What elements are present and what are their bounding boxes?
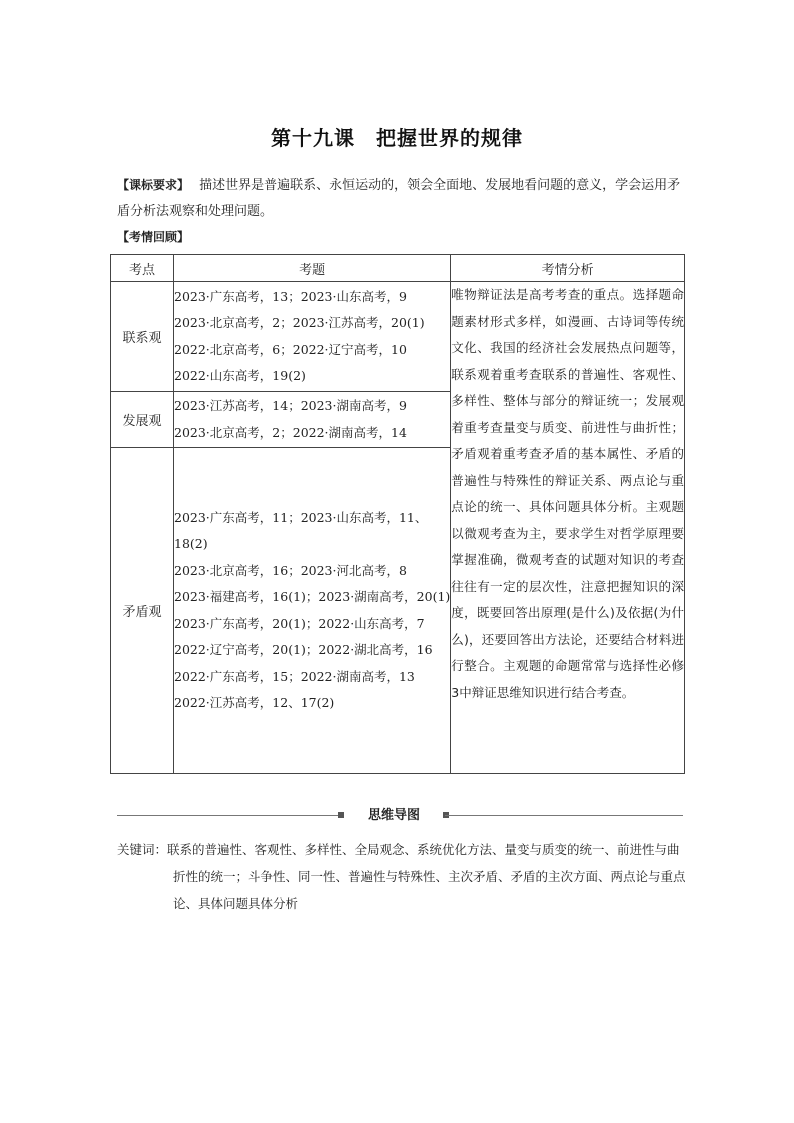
keywords-paragraph — [117, 836, 687, 917]
keywords-label: 关键词： — [117, 842, 168, 857]
exam-review-label: 【考情回顾】 — [117, 230, 190, 244]
header-questions: 考题 — [174, 255, 451, 282]
question-line: 2023·北京高考，2；2023·江苏高考，20(1) — [174, 315, 425, 330]
questions-cell — [174, 392, 451, 448]
requirement-tag: 【课标要求】 — [117, 178, 190, 192]
question-line: 2023·广东高考，13；2023·山东高考，9 — [174, 288, 407, 304]
question-line: 2023·北京高考，2；2022·湖南高考，14 — [174, 424, 407, 440]
question-line: 2022·山东高考，19(2) — [174, 368, 306, 383]
point-cell: 发展观 — [111, 392, 174, 448]
divider-right — [445, 815, 683, 816]
question-line: 2022·广东高考，15；2022·湖南高考，13 — [174, 668, 415, 684]
table-header-row — [111, 255, 685, 282]
curriculum-requirement — [117, 172, 683, 225]
requirement-text: 描述世界是普遍联系、永恒运动的，领会全面地、发展地看问题的意义，学会运用矛盾分析法观察和处理问题。 — [117, 178, 681, 219]
question-line: 2023·广东高考，11；2023·山东高考，11、 — [174, 509, 428, 525]
question-line: 2023·北京高考，16；2023·河北高考，8 — [174, 562, 407, 578]
table-row — [111, 282, 685, 392]
analysis-cell: 唯物辩证法是高考考查的重点。选择题命题素材形式多样，如漫画、古诗词等传统文化、我国的经济社会发展热点问题等，联系观着重考查联系的普遍性、客观性、多样性、整体与部分的辩证统一；发展观着重考查量变与质变、前进性与曲折性；矛盾观着重考查矛盾的基本属性、矛盾的普遍性与特殊性的辩证关系、两点论与重点论的统一、具体问题具体分析。主观题以微观考查为主，要求学生对哲学原理要掌握准确，微观考查的试题对知识的考查往往有一定的层次性，注意把握知识的深度，既要回答出原理(是什么)及依据(为什么)，还要回答出方法论，还要结合材料进行整合。主观题的命题常常与选择性必修3中辩证思维知识进行结合考查。 — [451, 282, 685, 774]
header-point: 考点 — [111, 255, 174, 282]
mind-map-title: 思维导图 — [367, 808, 420, 823]
exam-review-table — [110, 254, 685, 774]
question-line: 2022·江苏高考，12、17(2) — [174, 695, 335, 710]
question-line: 2023·广东高考，20(1)；2022·山东高考，7 — [174, 615, 425, 631]
questions-cell — [174, 448, 451, 774]
point-cell: 联系观 — [111, 282, 174, 392]
question-line: 18(2) — [174, 536, 208, 551]
header-analysis: 考情分析 — [451, 255, 685, 282]
point-cell: 矛盾观 — [111, 448, 174, 774]
mind-map-header — [117, 806, 683, 826]
question-line: 2022·北京高考，6；2022·辽宁高考，10 — [174, 341, 407, 357]
keywords-text: 联系的普遍性、客观性、多样性、全局观念、系统优化方法、量变与质变的统一、前进性与曲折性的统一；斗争性、同一性、普遍性与特殊性、主次矛盾、矛盾的主次方面、两点论与重点论、具体问题具体分析 — [167, 842, 686, 911]
question-line: 2023·福建高考，16(1)；2023·湖南高考，20(1) — [174, 589, 451, 604]
question-line: 2023·江苏高考，14；2023·湖南高考，9 — [174, 398, 407, 413]
page-title: 第十九课 把握世界的规律 — [271, 126, 523, 150]
question-line: 2022·辽宁高考，20(1)；2022·湖北高考，16 — [174, 642, 433, 657]
questions-cell — [174, 282, 451, 392]
divider-left — [117, 815, 343, 816]
